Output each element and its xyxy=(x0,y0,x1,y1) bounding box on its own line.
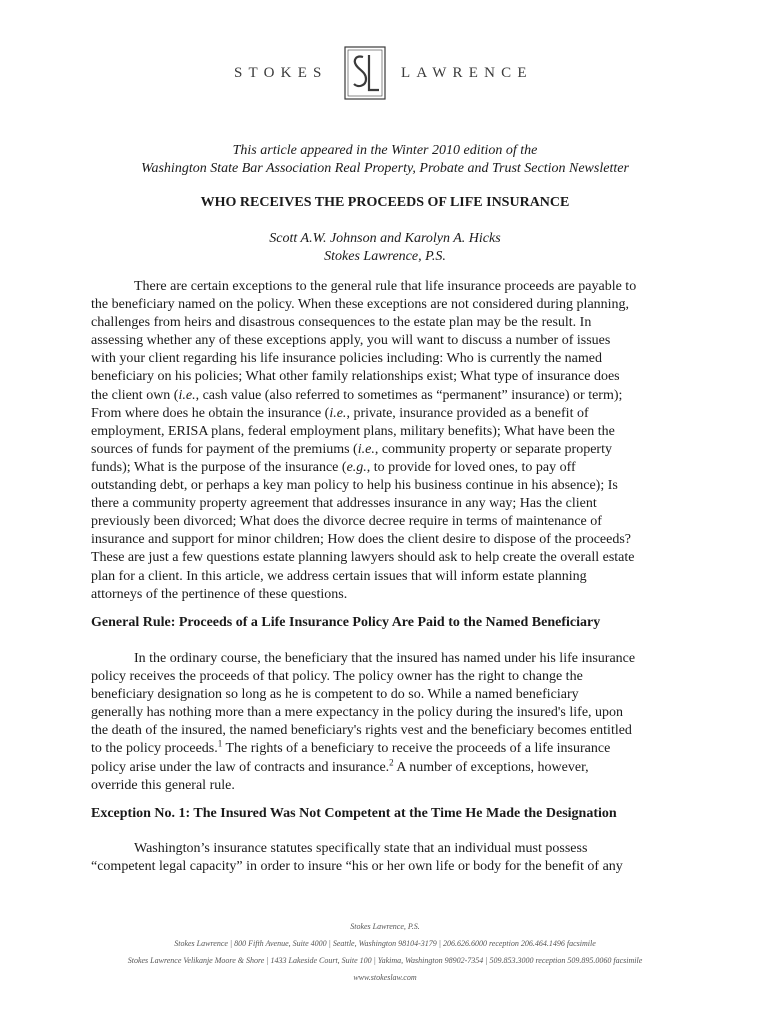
text-line: attorneys of the pertinence of these questions. xyxy=(91,586,348,602)
text-emphasis: i.e. xyxy=(178,387,196,403)
text-segment: , community property or separate property xyxy=(374,441,612,457)
text-line: employment, ERISA plans, federal employment plans, military benefits); What have been the xyxy=(91,423,615,439)
firm-name-left: STOKES xyxy=(234,65,328,81)
text-segment: The rights of a beneficiary to receive the proceeds of a life insurance xyxy=(222,741,611,757)
text-line: previously been divorced; What does the divorce decree require in terms of maintenance of xyxy=(91,514,602,530)
footnote-marker[interactable]: 2 xyxy=(389,756,394,767)
footer-firm-name: Stokes Lawrence, P.S. xyxy=(350,922,420,931)
firm-logo-icon xyxy=(344,46,386,100)
text-line: with your client regarding his life insurance policies including: Who is currently the named xyxy=(91,351,602,367)
paragraph-exception-1 xyxy=(91,840,681,876)
text-line: plan for a client. In this article, we address certain issues that will inform estate planning xyxy=(91,568,587,584)
text-line: insurance and support for minor children; How does the client desire to dispose of the proceeds? xyxy=(91,532,632,548)
paragraph-general-rule xyxy=(91,650,681,795)
text-line xyxy=(91,405,681,423)
text-segment: sources of funds for payment of the premiums ( xyxy=(91,441,358,457)
text-segment: funds); What is the purpose of the insurance ( xyxy=(91,459,347,475)
text-line: generally has nothing more than a mere expectancy in the policy during the insured's life, upon xyxy=(91,705,624,721)
text-line: outstanding debt, or perhaps a key man policy to help his business continue in his absence); Is xyxy=(91,478,618,494)
text-line xyxy=(91,756,681,777)
author-firm: Stokes Lawrence, P.S. xyxy=(324,249,446,264)
text-line xyxy=(91,441,681,459)
section-heading: Exception No. 1: The Insured Was Not Competent at the Time He Made the Designation xyxy=(91,806,617,821)
text-line xyxy=(91,740,681,758)
footer-website-link[interactable]: www.stokeslaw.com xyxy=(353,973,417,982)
publication-note xyxy=(0,142,770,178)
text-emphasis: e.g. xyxy=(346,459,367,475)
text-line: challenges from heirs and disastrous consequences to the estate plan may be the result. In xyxy=(91,315,592,331)
text-segment: to the policy proceeds. xyxy=(91,741,218,757)
text-line: There are certain exceptions to the general rule that life insurance proceeds are payable to xyxy=(134,279,637,294)
text-line xyxy=(91,459,681,477)
text-emphasis: i.e. xyxy=(357,441,375,457)
text-line: Washington’s insurance statutes specifically state that an individual must possess xyxy=(134,841,588,856)
text-line: the death of the insured, the named beneficiary's rights vest and the beneficiary becomes entitled xyxy=(91,723,632,739)
article-title: WHO RECEIVES THE PROCEEDS OF LIFE INSURANCE xyxy=(200,195,570,210)
section-heading: General Rule: Proceeds of a Life Insurance Policy Are Paid to the Named Beneficiary xyxy=(91,615,601,630)
text-line: In the ordinary course, the beneficiary that the insured has named under his life insurance xyxy=(134,651,636,666)
text-line: beneficiary designation so long as he is competent to do so. While a named beneficiary xyxy=(91,687,579,703)
publication-note-line: Washington State Bar Association Real Property, Probate and Trust Section Newsletter xyxy=(141,161,629,176)
text-line: These are just a few questions estate planning lawyers should ask to help create the overall estate xyxy=(91,550,635,566)
text-emphasis: i.e. xyxy=(329,405,347,421)
authors xyxy=(0,230,770,266)
text-line: beneficiary on his policies; What other family relationships exist; What type of insurance does xyxy=(91,369,620,385)
text-segment: the client own ( xyxy=(91,387,179,403)
firm-name-right: LAWRENCE xyxy=(401,65,533,81)
text-segment: , cash value (also referred to sometimes as “permanent” insurance) or term); xyxy=(195,387,623,403)
footer-yakima-address: Stokes Lawrence Velikanje Moore & Shore | 1433 Lakeside Court, Suite 100 | Yakima, Washington 98902-7354 | 509.853.3000 reception 509.895.0060 facsimile xyxy=(127,956,643,965)
text-line: there a community property agreement that addresses insurance in any way; Has the client xyxy=(91,496,597,512)
text-line: assessing whether any of these exceptions apply, you will want to discuss a number of issues xyxy=(91,333,611,349)
text-line: override this general rule. xyxy=(91,777,235,793)
footer-seattle-address: Stokes Lawrence | 800 Fifth Avenue, Suite 4000 | Seattle, Washington 98104-3179 | 206.626.6000 reception 206.464.1496 facsimile xyxy=(174,939,596,948)
text-segment: A number of exceptions, however, xyxy=(393,759,589,775)
text-line: the beneficiary named on the policy. When these exceptions are not considered during planning, xyxy=(91,297,630,313)
footnote-marker[interactable]: 1 xyxy=(217,738,223,749)
text-segment: , private, insurance provided as a benefit of xyxy=(346,405,589,421)
text-line: “competent legal capacity” in order to insure “his or her own life or body for the benefit of any xyxy=(91,859,623,875)
author-names: Scott A.W. Johnson and Karolyn A. Hicks xyxy=(269,231,501,246)
text-line: policy receives the proceeds of that policy. The policy owner has the right to change the xyxy=(91,669,583,685)
text-line xyxy=(91,387,681,405)
text-segment: From where does he obtain the insurance ( xyxy=(91,405,330,421)
publication-note-line: This article appeared in the Winter 2010 edition of the xyxy=(232,143,538,158)
text-segment: , to provide for loved ones, to pay off xyxy=(366,459,576,475)
letterhead xyxy=(0,46,770,106)
text-segment: policy arise under the law of contracts and insurance. xyxy=(91,759,390,775)
paragraph-intro xyxy=(91,278,681,604)
